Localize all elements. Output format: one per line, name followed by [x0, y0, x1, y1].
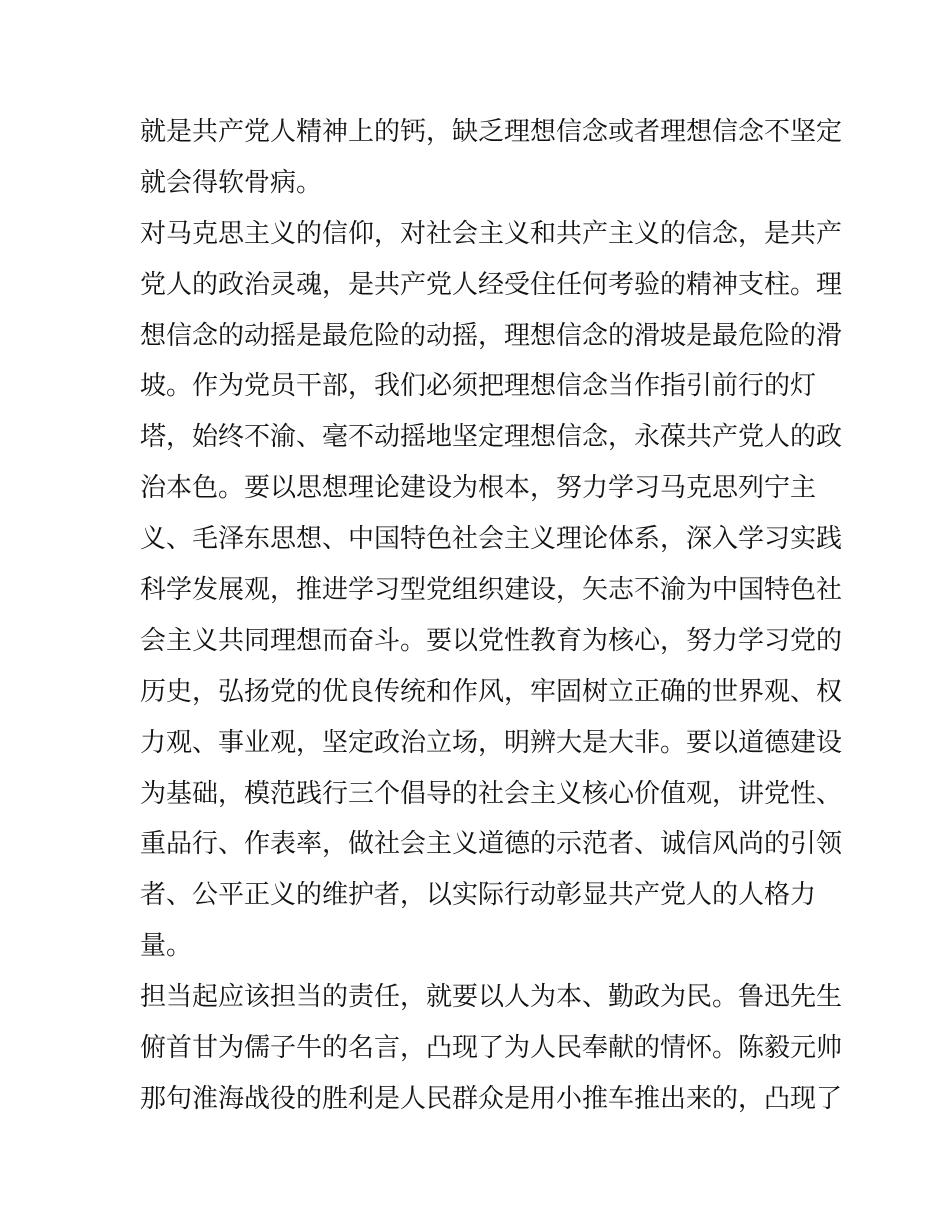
text-line-5: 想信念的动摇是最危险的动摇，理想信念的滑坡是最危险的滑 [140, 320, 843, 351]
text-line-9: 义、毛泽东思想、中国特色社会主义理论体系，深入学习实践 [140, 524, 843, 555]
document-body [140, 107, 843, 1125]
text-line-10: 科学发展观，推进学习型党组织建设，矢志不渝为中国特色社 [140, 575, 843, 606]
text-line-15: 重品行、作表率，做社会主义道德的示范者、诚信风尚的引领 [140, 829, 843, 860]
text-line-16: 者、公平正义的维护者，以实际行动彰显共产党人的人格力 [140, 880, 817, 911]
text-line-18: 担当起应该担当的责任，就要以人为本、勤政为民。鲁迅先生 [140, 982, 843, 1013]
text-line-2: 就会得软骨病。 [140, 167, 323, 198]
text-line-12: 历史，弘扬党的优良传统和作风，牢固树立正确的世界观、权 [140, 676, 843, 707]
text-line-13: 力观、事业观，坚定政治立场，明辨大是大非。要以道德建设 [140, 727, 843, 758]
text-line-3: 对马克思主义的信仰，对社会主义和共产主义的信念，是共产 [140, 218, 843, 249]
text-line-20: 那句淮海战役的胜利是人民群众是用小推车推出来的，凸现了 [140, 1083, 843, 1114]
text-line-17: 量。 [140, 931, 193, 962]
text-line-6: 坡。作为党员干部，我们必须把理想信念当作指引前行的灯 [140, 371, 817, 402]
text-line-1: 就是共产党人精神上的钙，缺乏理想信念或者理想信念不坚定 [140, 117, 843, 147]
text-line-4: 党人的政治灵魂，是共产党人经受住任何考验的精神支柱。理 [140, 269, 843, 300]
text-line-7: 塔，始终不渝、毫不动摇地坚定理想信念，永葆共产党人的政 [140, 422, 843, 453]
text-line-19: 俯首甘为儒子牛的名言，凸现了为人民奉献的情怀。陈毅元帅 [140, 1033, 843, 1064]
text-line-14: 为基础，模范践行三个倡导的社会主义核心价值观，讲党性、 [140, 778, 843, 809]
text-line-8: 治本色。要以思想理论建设为根本，努力学习马克思列宁主 [140, 473, 817, 504]
text-line-11: 会主义共同理想而奋斗。要以党性教育为核心，努力学习党的 [140, 625, 843, 656]
